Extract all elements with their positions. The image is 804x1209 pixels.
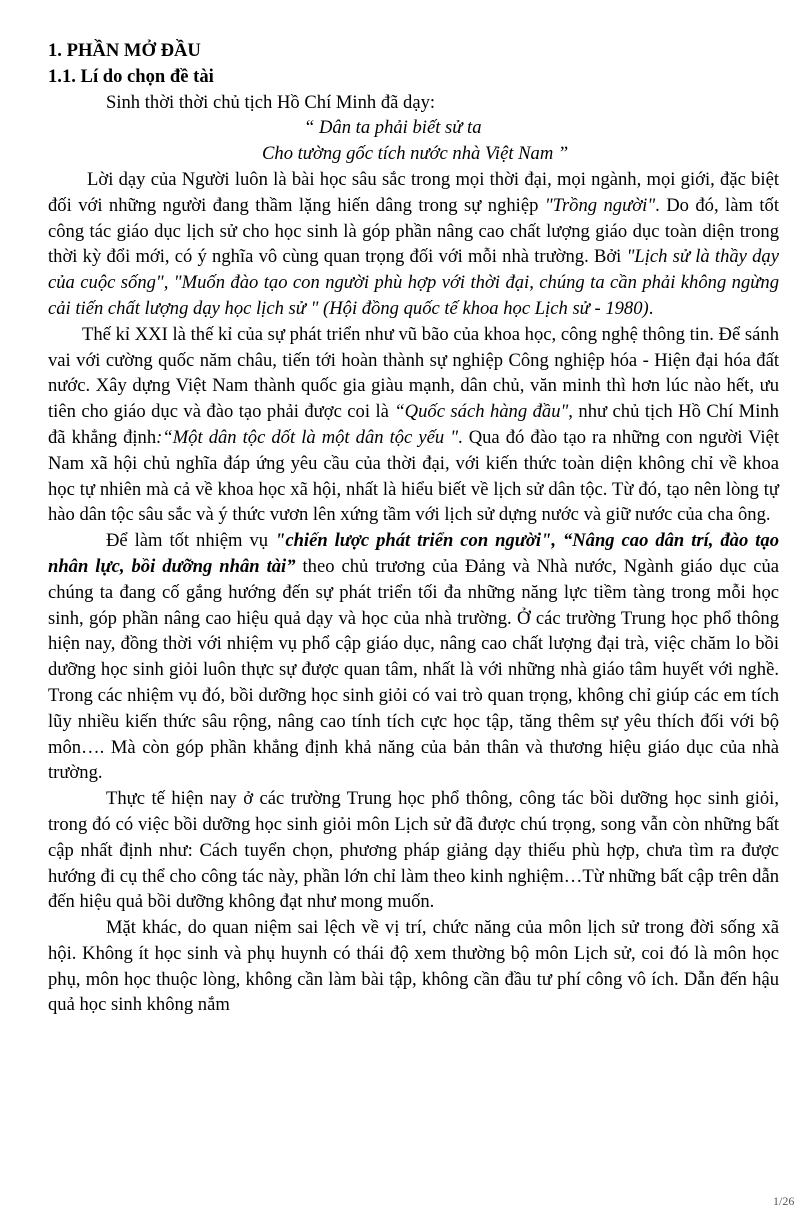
paragraph-2 xyxy=(48,322,779,528)
page-number: 1/26 xyxy=(773,1194,795,1208)
paragraph-3-bold-italic: "chiến lược phát triển con người", “Nâng cao dân trí, đào tạo nhân lực, bồi dưỡng nhân tài” xyxy=(48,530,779,577)
quote-line-2: Cho tường gốc tích nước nhà Việt Nam ” xyxy=(262,143,569,165)
paragraph-1-text-a: Lời dạy của Người luôn là bài học sâu sắc trong mọi thời đại, mọi ngành, mọi giới, đặc biệt đối với những người đang thầm lặng hiến dâng trong sự nghiệp xyxy=(48,168,779,216)
paragraph-1-text-c: . xyxy=(648,297,654,319)
quote-line-1: “ Dân ta phải biết sử ta xyxy=(304,117,482,139)
paragraph-2-italic-a: “Quốc sách hàng đầu", xyxy=(394,401,573,423)
subsection-heading: 1.1. Lí do chọn đề tài xyxy=(48,65,214,87)
paragraph-3 xyxy=(48,528,779,786)
paragraph-3-text-b: theo chủ trương của Đảng và Nhà nước, Ngành giáo dục của chúng ta đang cố gắng hướng đến sự phát triển tối đa những năng lực tiềm tàng trong mỗi học sinh, góp phần nâng cao hiệu quả dạy và học của nhà trường. Ở các trường Trung học phổ thông hiện nay, đồng thời với nhiệm vụ phổ cập giáo dục, nâng cao chất lượng đại trà, việc chăm lo bồi dưỡng học sinh giỏi luôn thực sự được quan tâm, nhất là với những nhà giáo tâm huyết với nghề. Trong các nhiệm vụ đó, bồi dưỡng học sinh giỏi có vai trò quan trọng, không chỉ giúp các em tích lũy nhiều kiến thức sâu rộng, nâng cao tính tích cực học tập, tăng thêm sự yêu thích đối với bộ môn…. Mà còn góp phần khẳng định khả năng của bản thân và thương hiệu giáo dục của nhà trường. xyxy=(48,555,779,784)
section-heading: 1. PHẦN MỞ ĐẦU xyxy=(48,40,201,61)
paragraph-2-text-b: như chủ tịch Hồ Chí Minh đã khẳng định xyxy=(48,401,779,448)
paragraph-1-italic-b: "Lịch sử là thầy dạy của cuộc sống", "Muốn đào tạo con người phù hợp với thời đại, chúng ta cần phải không ngừng cải tiến chất lượng dạy học lịch sử " (Hội đồng quốc tế khoa học Lịch sử - 1980) xyxy=(48,246,779,319)
paragraph-3-text-a: Để làm tốt nhiệm vụ xyxy=(106,530,275,552)
paragraph-2-text-c: . Qua đó đào tạo ra những con người Việt Nam xã hội chủ nghĩa đáp ứng yêu cầu của thời đại, với kiến thức toàn diện không chỉ về khoa học tự nhiên mà cả về khoa học xã hội, nhất là hiểu biết về lịch sử dân tộc. Từ đó, tạo nên lòng tự hào dân tộc sâu sắc và ý thức vươn lên xứng tầm với lịch sử dựng nước và giữ nước của cha ông. xyxy=(48,426,780,526)
paragraph-5: Mặt khác, do quan niệm sai lệch về vị trí, chức năng của môn lịch sử trong đời sống xã hội. Không ít học sinh và phụ huynh có thái độ xem thường bộ môn Lịch sử, coi đó là môn học phụ, môn học thuộc lòng, không cần làm bài tập, không cần đầu tư phí công vô ích. Dẫn đến hậu quả học sinh không nắm xyxy=(48,917,779,1016)
paragraph-4: Thực tế hiện nay ở các trường Trung học phổ thông, công tác bồi dưỡng học sinh giỏi, trong đó có việc bồi dưỡng học sinh giỏi môn Lịch sử đã được chú trọng, song vẫn còn những bất cập nhất định như: Cách tuyển chọn, phương pháp giảng dạy thiếu phù hợp, chưa tìm ra được hướng đi cụ thể cho công tác này, phần lớn chỉ làm theo kinh nghiệm…Từ những bất cập trên dẫn đến hiệu quả bồi dưỡng không đạt như mong muốn. xyxy=(48,788,779,913)
document-page xyxy=(48,38,779,1018)
paragraph-2-italic-b: :“Một dân tộc dốt là một dân tộc yếu " xyxy=(156,426,459,448)
paragraph-1 xyxy=(48,167,779,322)
intro-line: Sinh thời thời chủ tịch Hồ Chí Minh đã dạy: xyxy=(106,91,436,113)
paragraph-1-italic-a: "Trồng người" xyxy=(544,194,656,216)
paragraph-1-text-b: . Do đó, làm tốt công tác giáo dục lịch sử cho học sinh là góp phần nâng cao chất lượng giáo dục toàn diện trong thời kỳ đổi mới, có ý nghĩa vô cùng quan trọng đối với mỗi nhà trường. Bởi xyxy=(48,194,779,268)
paragraph-2-text-a: Thế kỉ XXI là thế kỉ của sự phát triển như vũ bão của khoa học, công nghệ thông tin. Để sánh vai với cường quốc năm châu, tiến tới hoàn thành sự nghiệp Công nghiệp hóa - Hiện đại hóa đất nước. Xây dựng Việt Nam thành quốc gia giàu mạnh, dân chủ, văn minh thì hơn lúc nào hết, ưu tiên cho giáo dục và đào tạo phải được coi là xyxy=(48,323,779,423)
